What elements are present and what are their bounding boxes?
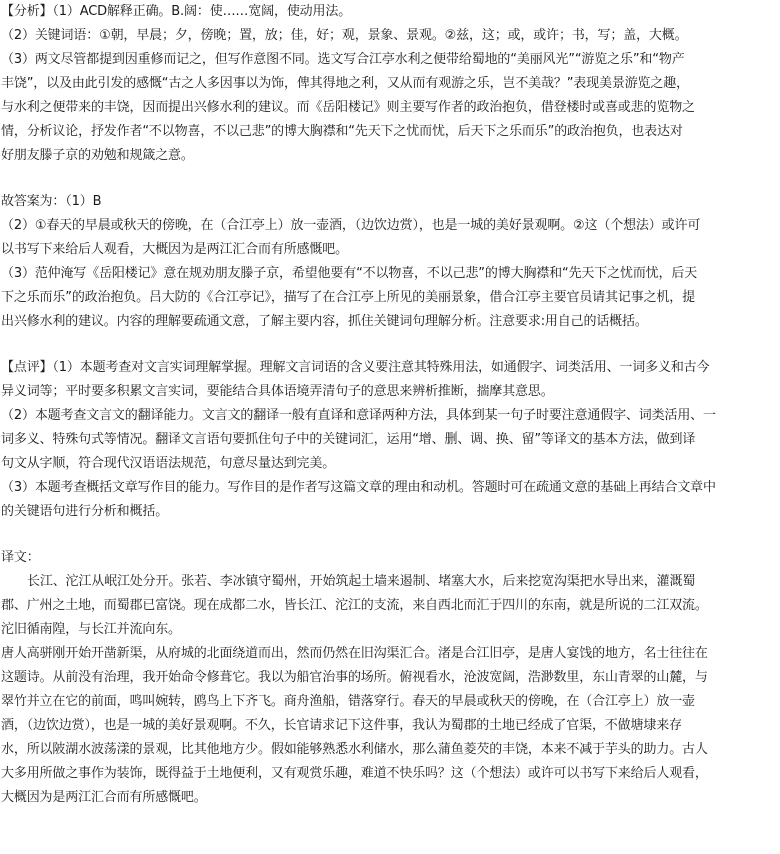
translation-line: 大多用所做之事作为装饰，既得益于土地便利，又有观赏乐趣，难道不快乐吗？这（个想法）或许可以书写下来给后人观看， <box>1 766 708 781</box>
answer-line: 下之乐而乐”的政治抱负。吕大防的《合江亭记》，描写了在合江亭上所见的美丽景象，借合江亭主要官员请其记事之机，提 <box>1 290 695 305</box>
answer-line: （2）①春天的早晨或秋天的傍晚，在（合江亭上）放一壶酒，（边饮边赏），也是一城的美好景观啊。②这（个想法）或许可 <box>1 218 701 233</box>
comment-line: 【点评】（1）本题考查对文言实词理解掌握。理解文言词语的含义要注意其特殊用法，如通假字、词类活用、一词多义和古今 <box>1 360 710 375</box>
answer-line: （3）范仲淹写《岳阳楼记》意在规劝朋友滕子京，希望他要有“不以物喜，不以己悲”的博大胸襟和“先天下之忧而忧，后天 <box>1 266 698 281</box>
translation-line: 酒，（边饮边赏），也是一城的美好景观啊。不久，长官请求记下这件事，我认为蜀郡的土地已经成了官渠，不做塘埭来存 <box>1 718 682 733</box>
translation-title: 译文： <box>1 550 40 565</box>
translation-line: 水，所以陂湖水波荡漾的景观，比其他地方少。假如能够熟悉水利储水，那么蒲鱼菱芡的丰饶，本来不减于芋头的助力。古人 <box>1 742 708 757</box>
comment-line: （2）本题考查文言文的翻译能力。文言文的翻译一般有直译和意译两种方法，具体到某一句子时要注意通假字、词类活用、一 <box>1 408 716 423</box>
answer-line: 出兴修水利的建议。内容的理解要疏通文意，了解主要内容，抓住关键词句理解分析。注意要求:用自己的话概括。 <box>1 314 648 329</box>
analysis-line: （2）关键词语：①朝，早晨；夕，傍晚；置，放；佳，好；观，景象、景观。②兹，这；或，或许；书，写；盖，大概。 <box>1 28 688 43</box>
analysis-line: 与水利之便带来的丰饶，因而提出兴修水利的建议。而《岳阳楼记》则主要写作者的政治抱负，借登楼时或喜或悲的览物之 <box>1 100 695 115</box>
answer-line: 以书写下来给后人观看，大概因为是两江汇合而有所感慨吧。 <box>1 242 348 257</box>
analysis-section <box>1 0 780 168</box>
translation-line: 唐人高骈刚开始开凿新渠，从府城的北面绕道而出，然而仍然在旧沟渠汇合。渚是合江旧亭，是唐人宴饯的地方，名士往往在 <box>1 646 708 661</box>
analysis-line: 好朋友滕子京的劝勉和规箴之意。 <box>1 148 194 163</box>
translation-line: 这题诗。从前没有治理，我开始命令修葺它。我以为船官治事的场所。俯视看水，沧波宽阔，浩渺数里，东山青翠的山麓，与 <box>1 670 708 685</box>
analysis-line: 【分析】（1）ACD解释正确。B.阔：使……宽阔，使动用法。 <box>1 4 352 19</box>
comment-section <box>1 356 780 524</box>
analysis-line: 丰饶”，以及由此引发的感慨“古之人多因事以为饰，俾其得地之利，又从而有观游之乐，岂不美哉？”表现美景游览之趣， <box>1 76 689 91</box>
translation-line: 大概因为是两江汇合而有所感慨吧。 <box>1 790 207 805</box>
translation-line: 长江、沱江从岷江处分开。张若、李冰镇守蜀州，开始筑起土墙来遏制、堵塞大水，后来挖宽沟渠把水导出来，灌溉蜀 <box>27 574 696 589</box>
comment-line: 句文从字顺，符合现代汉语语法规范，句意尽量达到完美。 <box>1 456 336 471</box>
section-spacer <box>1 334 780 356</box>
section-spacer <box>1 524 780 546</box>
comment-line: 词多义、特殊句式等情况。翻译文言语句要抓住句子中的关键词汇，运用“增、删、调、换、留”等译文的基本方法，做到译 <box>1 432 696 447</box>
translation-line: 沱旧循南隍，与长江并流向东。 <box>1 622 181 637</box>
translation-line: 郡、广州之土地，而蜀郡已富饶。现在成都二水，皆长江、沱江的支流，来自西北而汇于四川的东南，就是所说的二江双流。 <box>1 598 708 613</box>
translation-line: 翠竹并立在它的前面，鸣叫婉转，鸥鸟上下齐飞。商舟渔船，错落穿行。春天的早晨或秋天的傍晚，在（合江亭上）放一壶 <box>1 694 695 709</box>
comment-line: 异义词等；平时要多积累文言实词，要能结合具体语境弄清句子的意思来辨析推断，揣摩其意思。 <box>1 384 554 399</box>
section-spacer <box>1 168 780 190</box>
comment-line: （3）本题考查概括文章写作目的能力。写作目的是作者写这篇文章的理由和动机。答题时可在疏通文意的基础上再结合文章中 <box>1 480 716 495</box>
answer-section <box>1 190 780 334</box>
answer-line: 故答案为：（1）B <box>1 194 102 209</box>
comment-line: 的关键语句进行分析和概括。 <box>1 504 169 519</box>
translation-section <box>1 546 780 810</box>
analysis-line: 情，分析议论，抒发作者“不以物喜，不以己悲”的博大胸襟和“先天下之忧而忧，后天下之乐而乐”的政治抱负，也表达对 <box>1 124 683 139</box>
analysis-line: （3）两文尽管都提到因重修而记之，但写作意图不同。选文写合江亭水利之便带给蜀地的“美丽风光”“游览之乐”和“物产 <box>1 52 685 67</box>
